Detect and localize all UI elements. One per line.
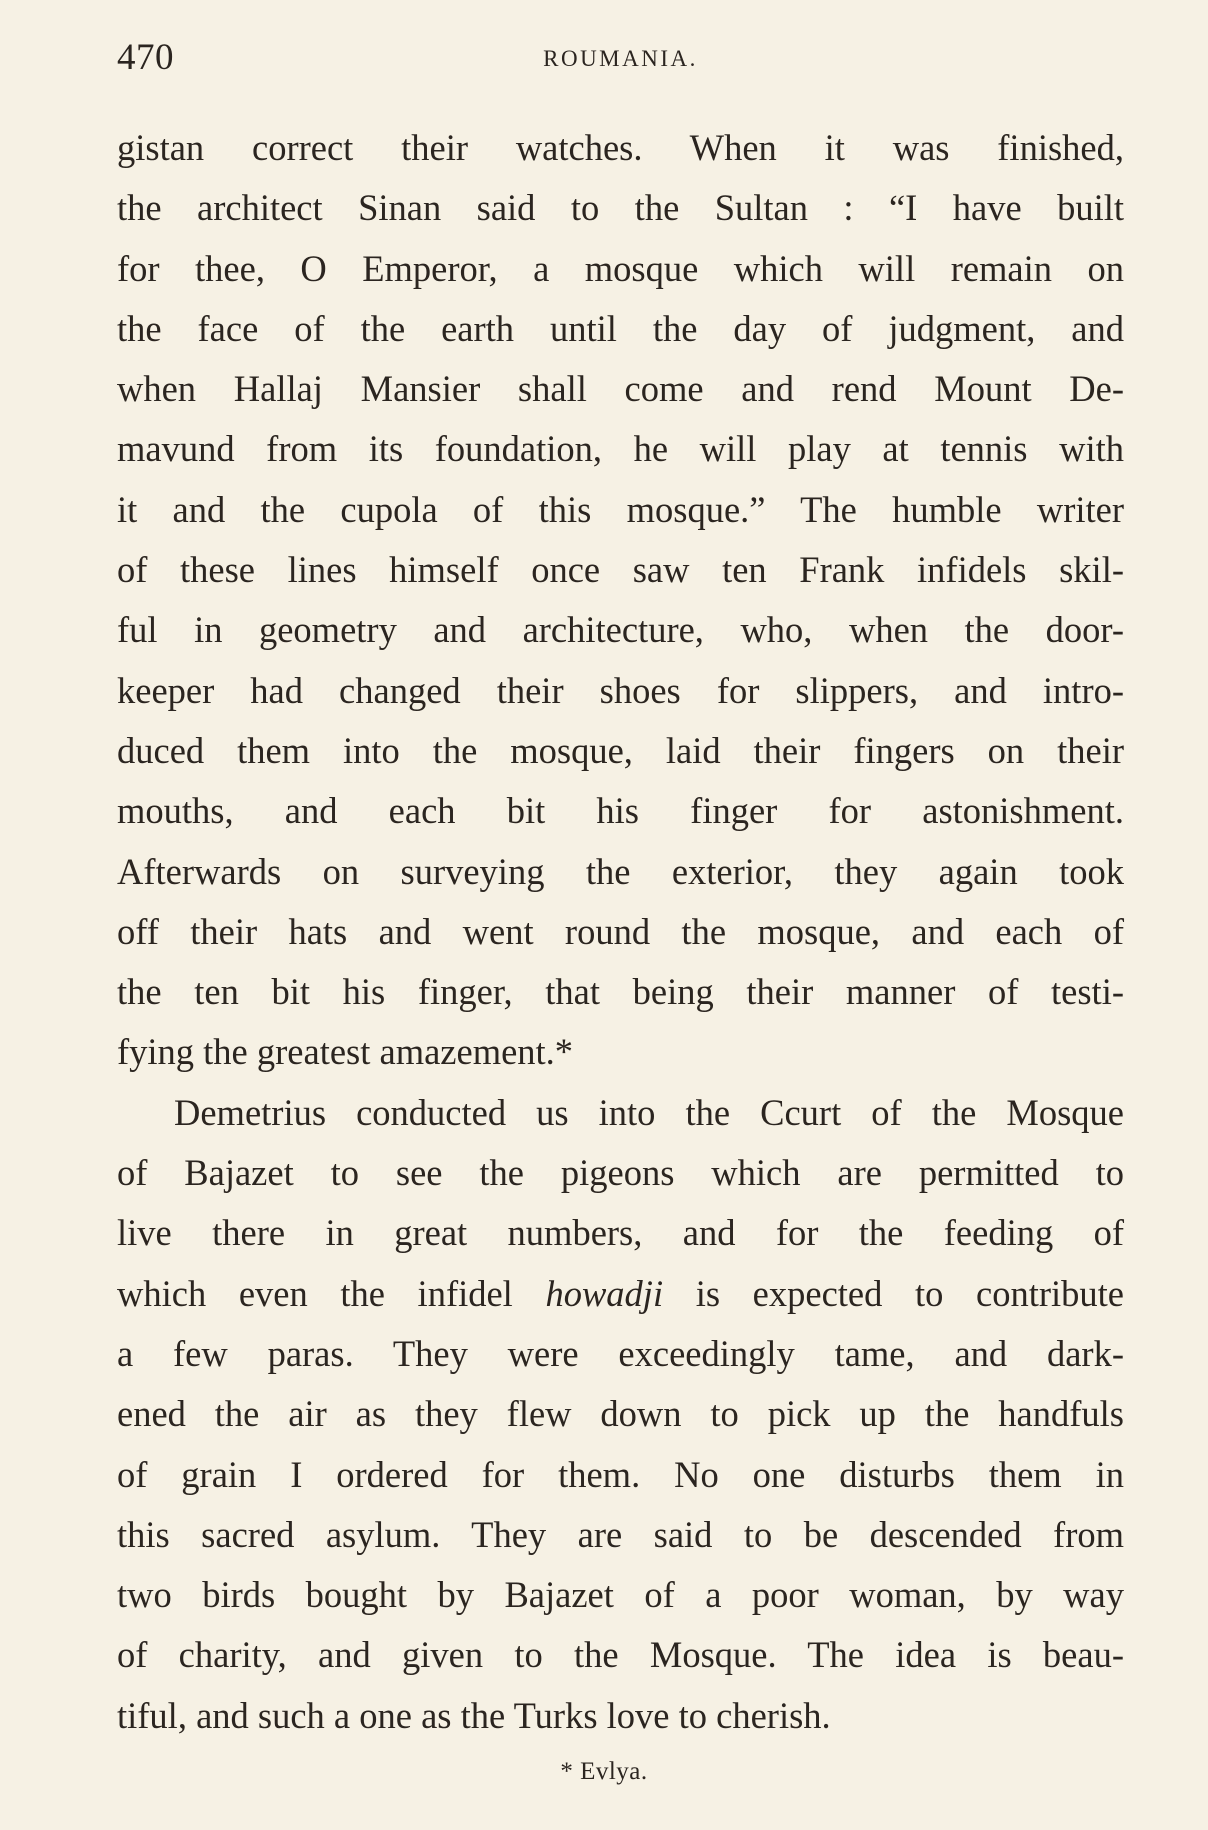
footnote: * Evlya. [560, 1758, 648, 1785]
text-line: it and the cupola of this mosque.” The humble writer [117, 488, 1124, 530]
text-line: of charity, and given to the Mosque. The idea is beau- [117, 1634, 1124, 1676]
text-line: of grain I ordered for them. No one disturbs them in [117, 1453, 1124, 1495]
italic-term: howadji [545, 1272, 664, 1314]
text-line: of Bajazet to see the pigeons which are permitted to [117, 1152, 1124, 1194]
text-line: fying the greatest amazement.* [117, 1031, 574, 1073]
text-line: ened the air as they flew down to pick up the handfuls [117, 1393, 1124, 1435]
text-fragment: which even the infidel [117, 1272, 513, 1314]
text-line: the face of the earth until the day of judgment, and [117, 307, 1124, 349]
running-title: ROUMANIA. [543, 46, 698, 71]
text-line: gistan correct their watches. When it was finished, [117, 127, 1124, 168]
text-line: duced them into the mosque, laid their fingers on their [117, 729, 1124, 771]
paragraph-1 [117, 118, 1124, 1083]
text-line: live there in great numbers, and for the feeding of [117, 1212, 1124, 1254]
text-line: a few paras. They were exceedingly tame, and dark- [117, 1332, 1124, 1374]
text-line: two birds bought by Bajazet of a poor woman, by way [117, 1574, 1124, 1616]
text-line: when Hallaj Mansier shall come and rend Mount De- [117, 368, 1124, 410]
text-line: the ten bit his finger, that being their manner of testi- [117, 971, 1124, 1013]
text-line: tiful, and such a one as the Turks love to cherish. [117, 1694, 831, 1736]
body-text [117, 118, 1124, 1746]
text-line: this sacred asylum. They are said to be descended from [117, 1513, 1124, 1555]
text-line: for thee, O Emperor, a mosque which will remain on [117, 247, 1124, 289]
text-line: keeper had changed their shoes for slippers, and intro- [117, 669, 1124, 711]
text-line: mouths, and each bit his finger for astonishment. [117, 790, 1124, 832]
text-line: the architect Sinan said to the Sultan : “I have built [117, 187, 1124, 229]
text-line: ful in geometry and architecture, who, when the door- [117, 609, 1124, 651]
page-number: 470 [117, 37, 174, 78]
text-line: Afterwards on surveying the exterior, they again took [117, 850, 1124, 892]
text-line: mavund from its foundation, he will play at tennis with [117, 428, 1124, 470]
text-line: Demetrius conducted us into the Ccurt of the Mosque [174, 1091, 1124, 1133]
text-fragment: is expected to contribute [695, 1272, 1124, 1314]
text-line: of these lines himself once saw ten Frank infidels skil- [117, 549, 1124, 591]
paragraph-2 [117, 1083, 1124, 1746]
text-line-with-italic [117, 1264, 1124, 1324]
running-head [117, 28, 1124, 88]
text-line: off their hats and went round the mosque, and each of [117, 910, 1124, 952]
